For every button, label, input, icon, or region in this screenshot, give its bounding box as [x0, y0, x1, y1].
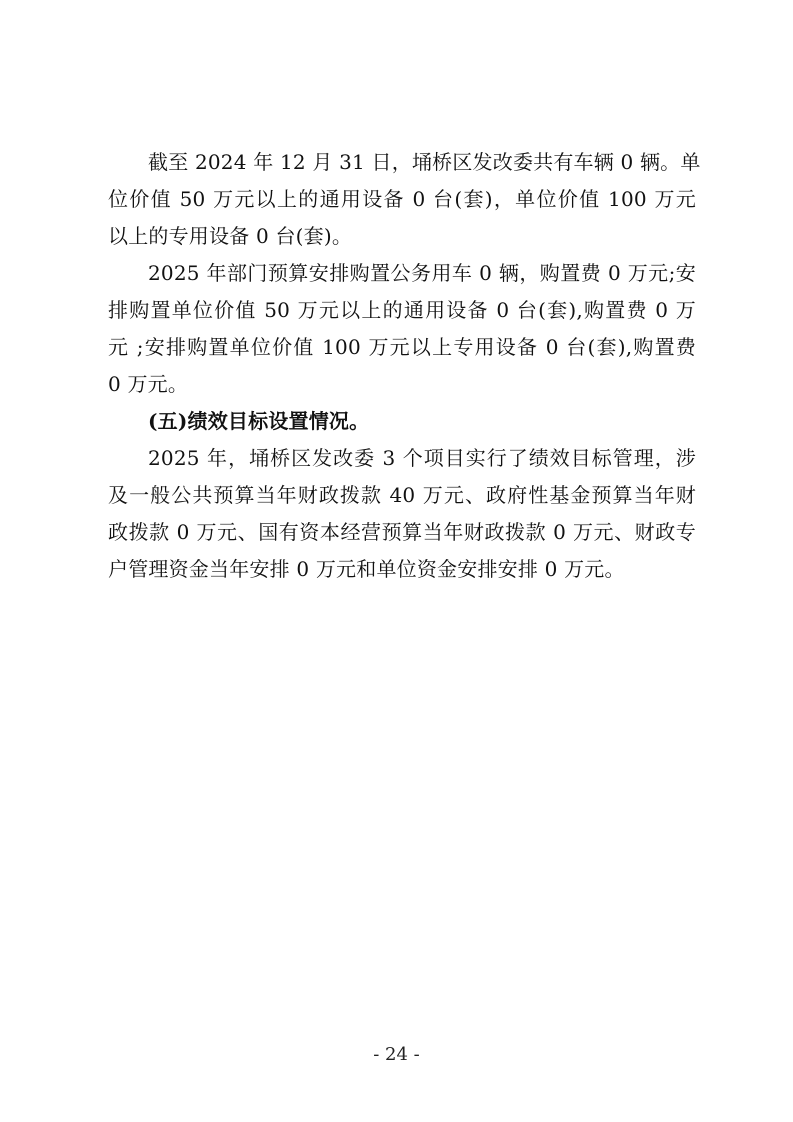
- paragraph-2-line-2: 排购置单位价值 50 万元以上的通用设备 0 台(套),购置费 0 万: [108, 298, 696, 322]
- paragraph-3-line-2: 及一般公共预算当年财政拨款 40 万元、政府性基金预算当年财: [108, 483, 696, 507]
- paragraph-1-line-1: 截至 2024 年 12 月 31 日，埇桥区发改委共有车辆 0 辆。单: [148, 150, 701, 174]
- section-heading: (五)绩效目标设置情况。: [148, 409, 370, 433]
- paragraph-1-line-2: 位价值 50 万元以上的通用设备 0 台(套)，单位价值 100 万元: [108, 187, 696, 211]
- paragraph-1-line-3: 以上的专用设备 0 台(套)。: [108, 224, 353, 248]
- paragraph-3-line-1: 2025 年，埇桥区发改委 3 个项目实行了绩效目标管理，涉: [148, 446, 696, 470]
- paragraph-2-line-3: 元 ;安排购置单位价值 100 万元以上专用设备 0 台(套),购置费: [108, 335, 696, 359]
- paragraph-2-line-1: 2025 年部门预算安排购置公务用车 0 辆，购置费 0 万元;安: [148, 261, 696, 285]
- paragraph-3-line-4: 户管理资金当年安排 0 万元和单位资金安排安排 0 万元。: [108, 557, 625, 581]
- paragraph-3-line-3: 政拨款 0 万元、国有资本经营预算当年财政拨款 0 万元、财政专: [108, 520, 696, 544]
- paragraph-2-line-4: 0 万元。: [108, 372, 189, 396]
- page-number: - 24 -: [373, 1044, 420, 1065]
